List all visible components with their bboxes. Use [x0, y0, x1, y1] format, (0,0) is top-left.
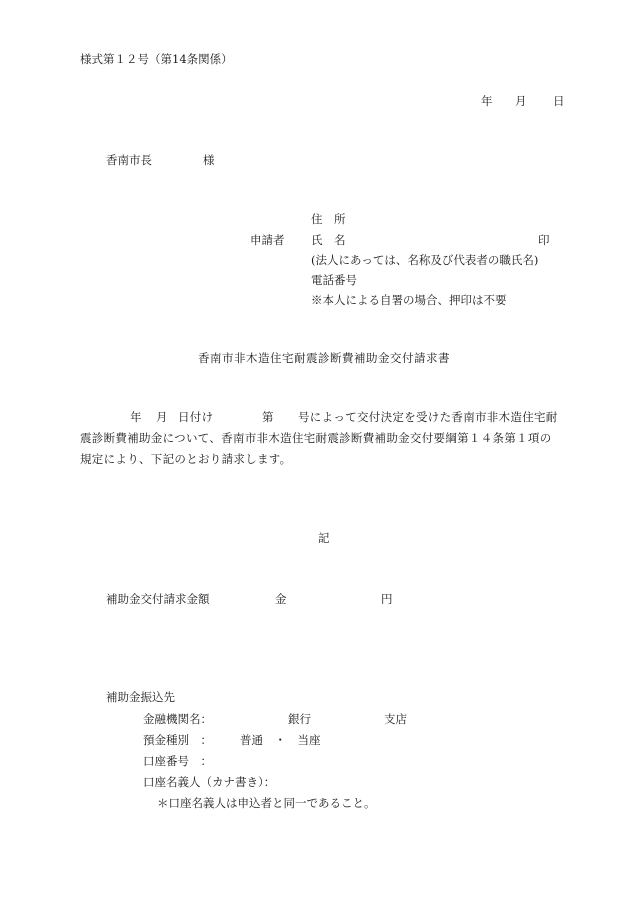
form-number: 様式第１２号（第14条関係）	[80, 52, 233, 66]
addressee-honorific: 様	[203, 153, 215, 167]
seal-note: ※本人による自署の場合、押印は不要	[311, 293, 507, 307]
ki-heading: 記	[318, 531, 330, 545]
body-day: 日付け	[178, 410, 214, 424]
transfer-heading: 補助金振込先	[106, 690, 175, 704]
addressee-name: 香南市長	[106, 153, 152, 167]
applicant-address-label: 住 所	[311, 212, 346, 226]
body-month: 月	[156, 410, 168, 424]
bank-suffix: 銀行	[288, 712, 311, 726]
applicant-name-label: 氏 名	[311, 233, 346, 247]
deposit-type-label: 預金種別 ：	[143, 733, 212, 747]
body-line1-rest: 号によって交付決定を受けた香南市非木造住宅耐	[298, 410, 558, 424]
document-title: 香南市非木造住宅耐震診断費補助金交付請求書	[198, 351, 450, 365]
body-line2: 震診断費補助金について、香南市非木造住宅耐震診断費補助金交付要綱第１４条第１項の	[80, 431, 552, 445]
amount-kin: 金	[275, 592, 287, 606]
date-month-label: 月	[515, 94, 527, 108]
bank-label: 金融機関名：	[143, 712, 212, 726]
account-holder-note: ＊口座名義人は申込者と同一であること。	[157, 796, 376, 810]
amount-yen: 円	[381, 592, 393, 606]
date-year-label: 年	[481, 94, 493, 108]
amount-label: 補助金交付請求金額	[106, 592, 210, 606]
account-number-label: 口座番号 ：	[143, 754, 212, 768]
applicant-label: 申請者	[250, 233, 285, 247]
branch-suffix: 支店	[384, 712, 407, 726]
body-line3: 規定により、下記のとおり請求します。	[80, 452, 292, 466]
body-dai: 第	[262, 410, 274, 424]
phone-label: 電話番号	[311, 273, 357, 287]
deposit-type-options: 普通 ・ 当座	[240, 733, 321, 747]
body-year: 年	[130, 410, 142, 424]
corporation-note: (法人にあっては、名称及び代表者の職氏名)	[311, 253, 539, 267]
seal-label: 印	[538, 233, 550, 247]
date-day-label: 日	[553, 94, 565, 108]
account-holder-label: 口座名義人（カナ書き）：	[143, 775, 276, 789]
